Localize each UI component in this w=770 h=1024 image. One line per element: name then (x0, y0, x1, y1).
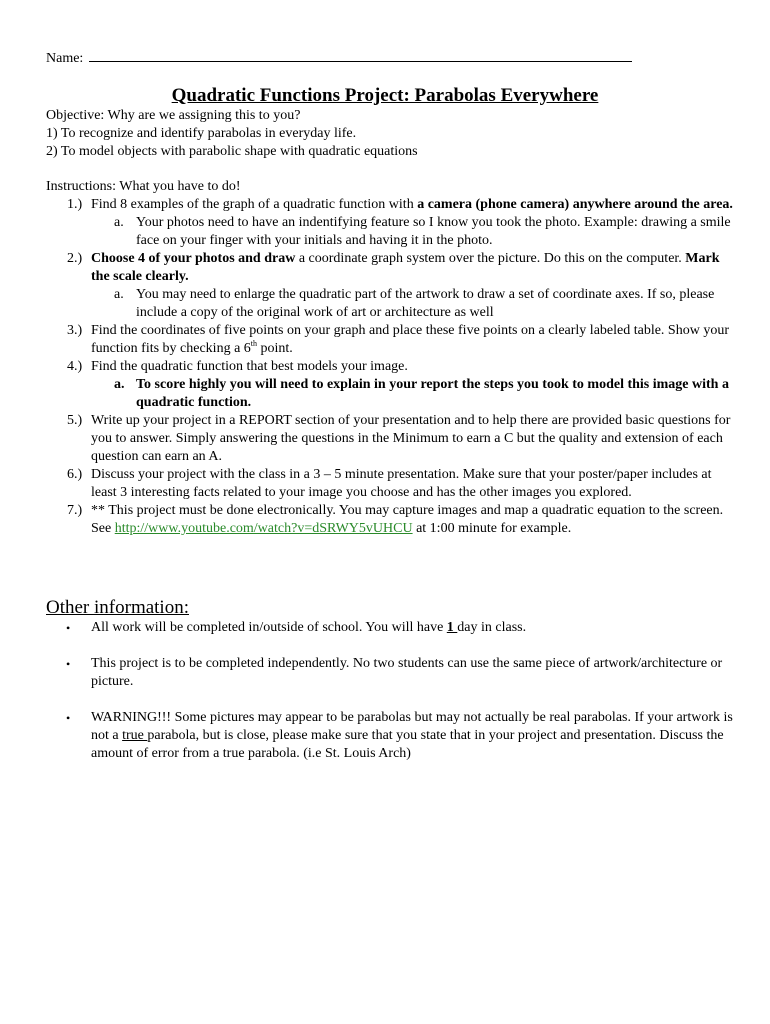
item-number: 1.) (67, 197, 83, 212)
objective-heading: Objective: Why are we assigning this to you? (46, 108, 301, 123)
name-field[interactable] (46, 47, 632, 68)
instruction-item-6 (46, 466, 736, 502)
bullet-underlined-word: true (122, 728, 148, 743)
bullet-item-1 (46, 619, 736, 637)
item-number: 2.) (67, 251, 83, 266)
bullet-icon: • (66, 621, 71, 635)
item-number: 7.) (67, 503, 83, 518)
subitem-text: You may need to enlarge the quadratic part of the artwork to draw a set of coordinate axes. If so, please include a copy of the original work of art or architecture as well (136, 287, 715, 320)
bullet-icon: • (66, 657, 71, 671)
other-information-list (46, 619, 736, 781)
item-text: Discuss your project with the class in a 3 – 5 minute presentation. Make sure that your poster/paper includes at least 3 interesting facts related to your image you choose and has the other images you explored. (91, 467, 712, 500)
item-text: Find 8 examples of the graph of a quadratic function with (91, 197, 418, 212)
item-bold-text-2: Mark the scale clearly. (91, 251, 720, 284)
item-text: Find the quadratic function that best models your image. (91, 359, 408, 374)
bullet-icon: • (66, 711, 71, 725)
instruction-subitem-4a (46, 376, 736, 412)
item-number: 5.) (67, 413, 83, 428)
bullet-text-end: parabola, but is close, please make sure that you state that in your project and presentation. Discuss the amount of error from a true parabola. (i.e St. Louis Arch) (91, 728, 724, 761)
item-text: Find the coordinates of five points on your graph and place these five points on a clearly labeled table. Show your function fits by checking a 6 (91, 323, 729, 356)
item-number: 4.) (67, 359, 83, 374)
bullet-text-end: day in class. (457, 620, 527, 635)
instruction-item-3 (46, 322, 736, 358)
name-blank-line[interactable] (89, 47, 632, 62)
superscript: th (250, 339, 258, 348)
other-information-heading: Other information: (46, 597, 189, 618)
bullet-underlined-number: 1 (446, 620, 458, 635)
item-number: 3.) (67, 323, 83, 338)
item-number: 6.) (67, 467, 83, 482)
bullet-item-2 (46, 655, 736, 691)
subitem-letter: a. (114, 215, 124, 230)
bullet-text: WARNING!!! Some pictures may appear to be parabolas but may not actually be real parabolas. If your artwork is not a (91, 710, 733, 743)
item-text-end: point. (257, 341, 293, 356)
subitem-letter: a. (114, 287, 124, 302)
subitem-text: Your photos need to have an indentifying feature so I know you took the photo. Example: drawing a smile face on your finger with your initials and having it in the photo. (136, 215, 731, 248)
instruction-subitem-1a (46, 214, 736, 250)
item-text: ** This project must be done electronically. You may capture images and map a quadratic equation to the screen. See (91, 503, 724, 536)
objective-point-2: 2) To model objects with parabolic shape with quadratic equations (46, 144, 418, 159)
item-text: Write up your project in a REPORT section of your presentation and to help there are provided basic questions for you to answer. Simply answering the questions in the Minimum to earn a C but the quality and extension of each question can earn an A. (91, 413, 731, 464)
bullet-text: All work will be completed in/outside of school. You will have (91, 620, 447, 635)
instructions-list (46, 196, 736, 538)
subitem-bold-text: To score highly you will need to explain in your report the steps you took to model this image with a quadratic function. (136, 377, 729, 410)
item-bold-text: Choose 4 of your photos and draw (91, 251, 296, 266)
instruction-item-2 (46, 250, 736, 286)
subitem-letter: a. (114, 377, 125, 392)
page-title: Quadratic Functions Project: Parabolas Everywhere (171, 85, 599, 106)
instructions-heading: Instructions: What you have to do! (46, 179, 241, 194)
instruction-subitem-2a (46, 286, 736, 322)
instruction-item-7 (46, 502, 736, 538)
instruction-item-1 (46, 196, 736, 214)
bullet-text: This project is to be completed independently. No two students can use the same piece of artwork/architecture or picture. (91, 656, 723, 689)
instruction-item-5 (46, 412, 736, 466)
youtube-link[interactable]: http://www.youtube.com/watch?v=dSRWY5vUHCU (114, 521, 413, 536)
bullet-item-3 (46, 709, 736, 763)
item-text-end: at 1:00 minute for example. (412, 521, 572, 536)
instruction-item-4 (46, 358, 736, 376)
name-label: Name: (46, 51, 84, 66)
item-text: a coordinate graph system over the picture. Do this on the computer. (295, 251, 686, 266)
item-bold-text: a camera (phone camera) anywhere around the area. (417, 197, 733, 212)
objective-point-1: 1) To recognize and identify parabolas in everyday life. (46, 126, 357, 141)
